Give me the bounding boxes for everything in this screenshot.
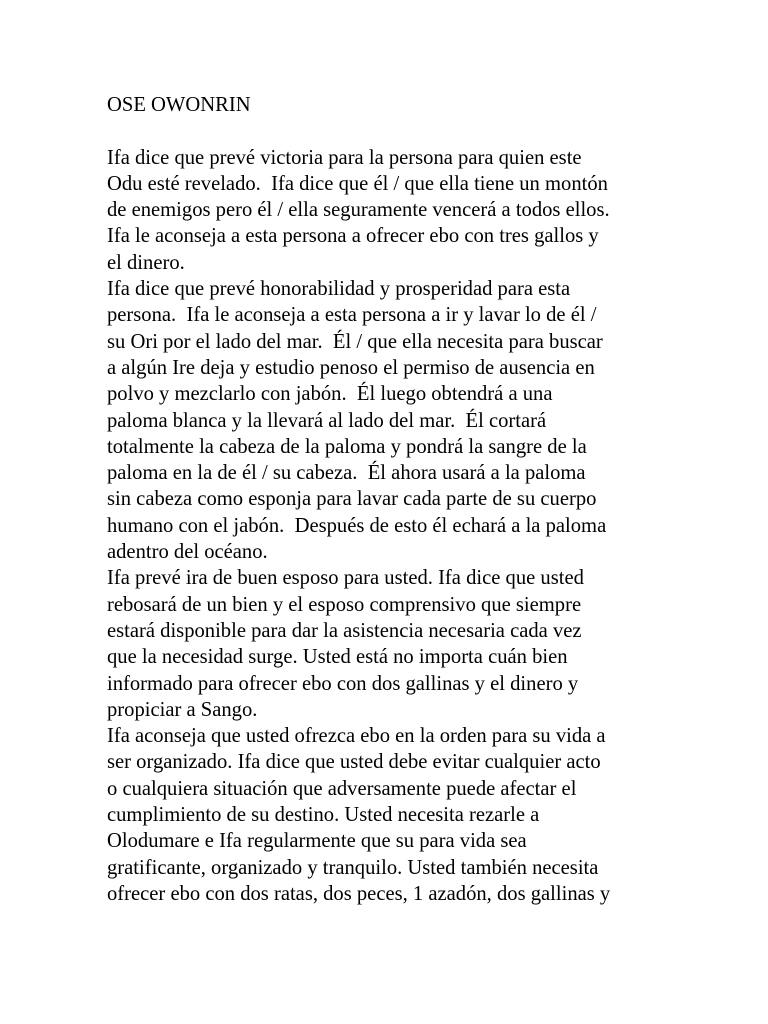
text-line: informado para ofrecer ebo con dos gallinas y el dinero y [107, 672, 579, 695]
text-line: que la necesidad surge. Usted está no importa cuán bien [107, 646, 568, 669]
text-line: Olodumare e Ifa regularmente que su para vida sea [107, 830, 527, 853]
document-title: OSE OWONRIN [107, 94, 251, 116]
text-line: sin cabeza como esponja para lavar cada parte de su cuerpo [107, 488, 597, 511]
text-line: gratificante, organizado y tranquilo. Usted también necesita [107, 856, 599, 879]
text-line: rebosará de un bien y el esposo comprensivo que siempre [107, 593, 582, 616]
text-line: paloma blanca y la llevará al lado del mar. Él cortará [107, 409, 547, 432]
text-line: el dinero. [107, 251, 185, 274]
text-line: Ifa le aconseja a esta persona a ofrecer ebo con tres gallos y [107, 225, 599, 248]
text-line: Odu esté revelado. Ifa dice que él / que ella tiene un montón [107, 172, 608, 195]
text-line: ser organizado. Ifa dice que usted debe evitar cualquier acto [107, 751, 601, 774]
text-line: persona. Ifa le aconseja a esta persona a ir y lavar lo de él / [107, 304, 597, 327]
text-line: adentro del océano. [107, 541, 268, 564]
document-text [107, 145, 687, 908]
text-line: de enemigos pero él / ella seguramente vencerá a todos ellos. [107, 199, 610, 222]
text-line: su Ori por el lado del mar. Él / que ella necesita para buscar [107, 330, 603, 353]
text-line: paloma en la de él / su cabeza. Él ahora usará a la paloma [107, 462, 586, 485]
text-line: o cualquiera situación que adversamente puede afectar el [107, 777, 577, 800]
text-line: propiciar a Sango. [107, 698, 258, 721]
text-line: Ifa dice que prevé honorabilidad y prosperidad para esta [107, 278, 571, 301]
text-line: totalmente la cabeza de la paloma y pondrá la sangre de la [107, 435, 587, 458]
text-line: humano con el jabón. Después de esto él echará a la paloma [107, 514, 607, 537]
text-line: Ifa prevé ira de buen esposo para usted. Ifa dice que usted [107, 567, 584, 590]
text-line: polvo y mezclarlo con jabón. Él luego obtendrá a una [107, 383, 553, 406]
text-line: cumplimiento de su destino. Usted necesita rezarle a [107, 804, 540, 827]
text-line: estará disponible para dar la asistencia necesaria cada vez [107, 619, 582, 642]
document-body [107, 92, 687, 907]
text-line: Ifa aconseja que usted ofrezca ebo en la orden para su vida a [107, 725, 606, 748]
text-line: Ifa dice que prevé victoria para la persona para quien este [107, 146, 582, 169]
text-line: a algún Ire deja y estudio penoso el permiso de ausencia en [107, 356, 595, 379]
text-line: ofrecer ebo con dos ratas, dos peces, 1 azadón, dos gallinas y [107, 882, 611, 905]
